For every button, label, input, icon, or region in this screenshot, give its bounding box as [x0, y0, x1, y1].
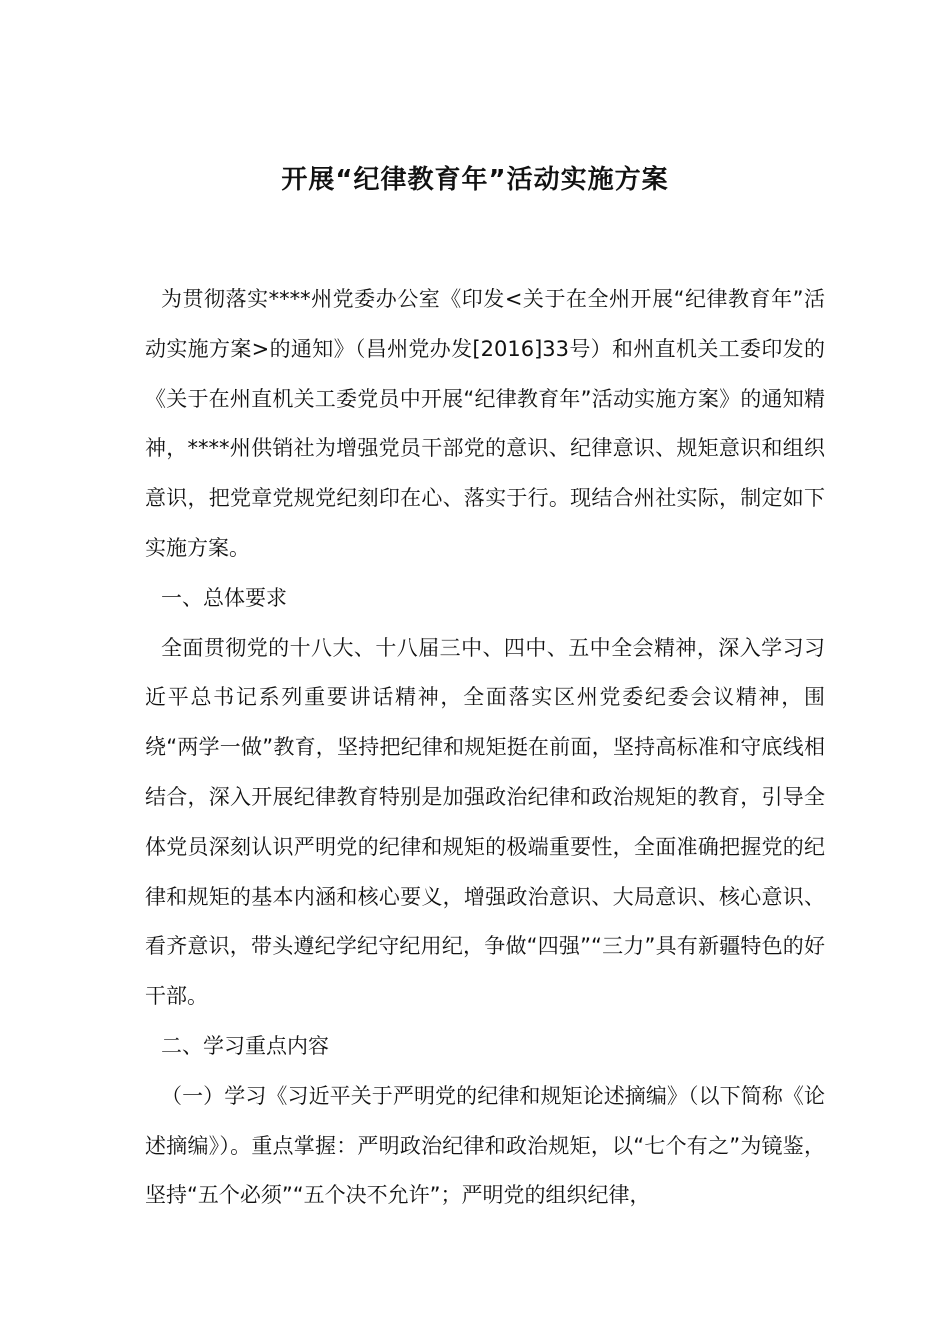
general-requirements-paragraph: 全面贯彻党的十八大、十八届三中、四中、五中全会精神，深入学习习近平总书记系列重要讲话精神，全面落实区州党委纪委会议精神，围绕“两学一做”教育，坚持把纪律和规矩挺在前面，坚持高标准和守底线相结合，深入开展纪律教育特别是加强政治纪律和政治规矩的教育，引导全体党员深刻认识严明党的纪律和规矩的极端重要性，全面准确把握党的纪律和规矩的基本内涵和核心要义，增强政治意识、大局意识、核心意识、看齐意识，带头遵纪学纪守纪用纪，争做“四强”“三力”具有新疆特色的好干部。 — [145, 635, 825, 1009]
intro-paragraph: 为贯彻落实****州党委办公室《印发<关于在全州开展“纪律教育年”活动实施方案>的通知》（昌州党办发[2016]33号）和州直机关工委印发的《关于在州直机关工委党员中开展“纪律教育年”活动实施方案》的通知精神，****州供销社为增强党员干部党的意识、纪律意识、规矩意识和组织意识，把党章党规党纪刻印在心、落实于行。现结合州社实际，制定如下实施方案。 — [145, 287, 825, 560]
study-content-paragraph: （一）学习《习近平关于严明党的纪律和规矩论述摘编》（以下简称《论述摘编》）。重点掌握：严明政治纪律和政治规矩，以“七个有之”为镜鉴，坚持“五个必须”“五个决不允许”；严明党的组织纪律， — [145, 1083, 825, 1208]
document-body — [145, 275, 825, 1221]
section-heading-study-content: 二、学习重点内容 — [161, 1033, 329, 1058]
section-heading-general-requirements: 一、总体要求 — [161, 585, 287, 610]
document-title: 开展“纪律教育年”活动实施方案 — [281, 165, 669, 195]
